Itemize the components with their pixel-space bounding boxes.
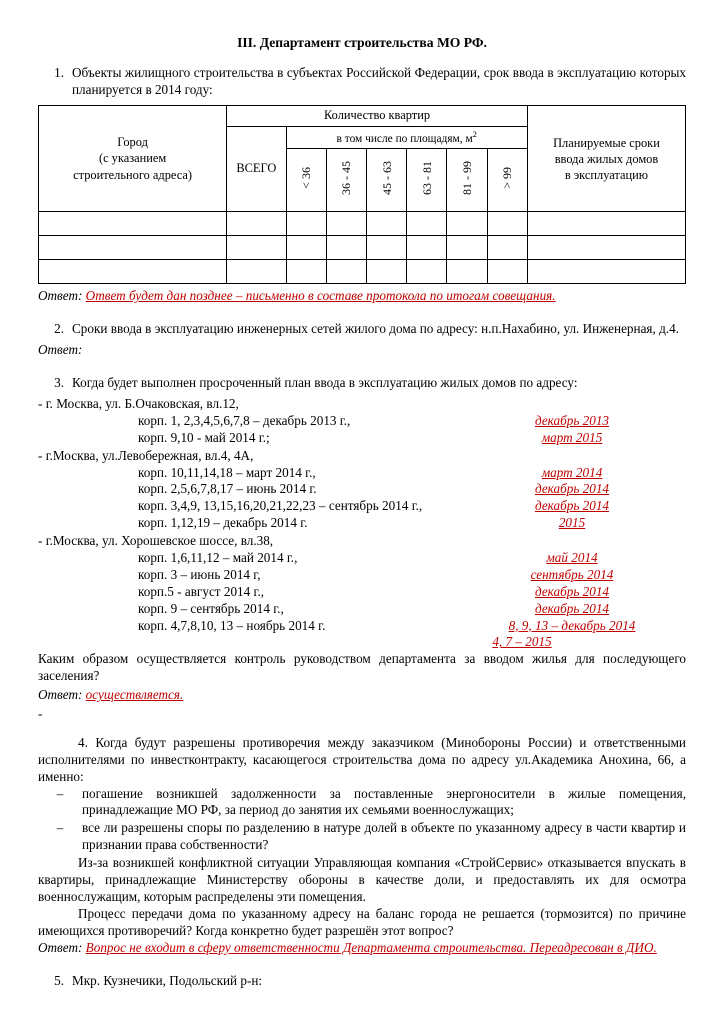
table-cell xyxy=(227,260,286,284)
area-col-label: 63 - 81 xyxy=(419,161,434,195)
page-title: III. Департамент строительства МО РФ. xyxy=(237,35,487,50)
korp-row xyxy=(38,498,686,515)
table-header-area-2 xyxy=(366,149,406,212)
area-col-label: 81 - 99 xyxy=(460,161,475,195)
table-cell xyxy=(487,236,527,260)
item-4-answer xyxy=(38,940,686,957)
table-cell xyxy=(366,260,406,284)
item-4-number: 4. xyxy=(78,734,88,750)
table-row xyxy=(39,236,686,260)
table-cell xyxy=(366,236,406,260)
korp-left: корп.5 - август 2014 г., xyxy=(138,583,265,599)
area-col-label: < 36 xyxy=(299,167,314,189)
item-3-answer-label: Ответ: xyxy=(38,687,83,703)
korp-left: корп. 4,7,8,10, 13 – ноябрь 2014 г. xyxy=(138,617,326,633)
korp-row xyxy=(38,481,686,498)
item-1-number: 1. xyxy=(54,65,64,81)
item-1-answer-label: Ответ: xyxy=(38,288,83,304)
table-cell xyxy=(407,236,447,260)
table-cell xyxy=(39,236,227,260)
table-header-row-1 xyxy=(39,106,686,127)
item-3-text: Когда будет выполнен просроченный план ввода в эксплуатацию жилых домов по адресу: xyxy=(72,375,578,391)
korp-row xyxy=(38,567,686,584)
korp-right: сентябрь 2014 xyxy=(530,566,614,582)
table-header-terms-line1: Планируемые сроки xyxy=(553,135,660,150)
table-cell xyxy=(407,212,447,236)
dash-marker: – xyxy=(56,785,64,801)
table-header-total: ВСЕГО xyxy=(227,127,286,212)
table-cell xyxy=(286,236,326,260)
table-cell xyxy=(286,260,326,284)
item-2-text: Сроки ввода в эксплуатацию инженерных сетей жилого дома по адресу: н.п.Нахабино, ул. Инженерная, д.4. xyxy=(72,321,679,337)
table-row xyxy=(39,212,686,236)
table-header-by-area-text: в том числе по площадям, м xyxy=(336,132,473,145)
table-header-area-1 xyxy=(326,149,366,212)
korp-row xyxy=(38,465,686,482)
item-4-bullet-0-text: погашение возникшей задолженности за поставленные энергоносители в жилые помещения, принадлежащие МО РФ, за период до занятия их семьями военнослужащих; xyxy=(82,785,686,818)
item-3-answer-text: осуществляется. xyxy=(85,687,184,703)
item-1-answer-text: Ответ будет дан позднее – письменно в составе протокола по итогам совещания. xyxy=(85,288,556,304)
item-2-answer-label: Ответ: xyxy=(38,342,83,358)
korp-right: декабрь 2014 xyxy=(534,481,610,497)
table-header-city-line3: строительного адреса) xyxy=(73,168,192,183)
item-1-answer xyxy=(38,288,686,305)
table-cell xyxy=(39,212,227,236)
table-cell xyxy=(366,212,406,236)
item-2-answer xyxy=(38,342,686,359)
korp-right: декабрь 2013 xyxy=(534,412,610,428)
list-item-4 xyxy=(38,735,686,786)
table-header-area-5 xyxy=(487,149,527,212)
korp-left: корп. 1,6,11,12 – май 2014 г., xyxy=(138,550,298,566)
item-4-bullet-1 xyxy=(38,820,686,854)
korp-right: март 2015 xyxy=(541,429,603,445)
korp-left: корп. 1,12,19 – декабрь 2014 г. xyxy=(138,515,308,531)
korp-left: корп. 1, 2,3,4,5,6,7,8 – декабрь 2013 г., xyxy=(138,412,351,428)
area-col-label: > 99 xyxy=(500,167,515,189)
item-4-bullet-1-text: все ли разрешены споры по разделению в натуре долей в объекте по указанному адресу в части квартир и признании права собственности? xyxy=(82,820,686,853)
korp-left: корп. 3 – июнь 2014 г, xyxy=(138,566,261,582)
table-cell xyxy=(527,212,685,236)
korp-left: корп. 10,11,14,18 – март 2014 г., xyxy=(138,464,316,480)
item-4-para-2: Процесс передачи дома по указанному адресу на баланс города не решается (тормозится) по причине имеющихся противоречий? Когда конкретно будет разрешён этот вопрос? xyxy=(38,905,686,938)
item-3-group-1-address: - г.Москва, ул.Левобережная, вл.4, 4А, xyxy=(38,447,254,463)
list-item-1 xyxy=(38,65,686,99)
table-cell xyxy=(447,260,487,284)
korp-row xyxy=(38,618,686,635)
table-header-by-area xyxy=(286,127,527,149)
item-3-group-2-address: - г.Москва, ул. Хорошевское шоссе, вл.38, xyxy=(38,533,274,549)
item-1-text: Объекты жилищного строительства в субъектах Российской Федерации, срок ввода в эксплуатацию которых планируется в 2014 году: xyxy=(72,65,686,98)
korp-left: корп. 2,5,6,7,8,17 – июнь 2014 г. xyxy=(138,481,317,497)
table-cell xyxy=(286,212,326,236)
korp-right: март 2014 xyxy=(541,464,603,480)
table-header-city-line2: (с указанием xyxy=(98,151,167,166)
korp-row xyxy=(38,550,686,567)
table-row xyxy=(39,260,686,284)
korp-left: корп. 9,10 - май 2014 г.; xyxy=(138,429,270,445)
item-2-number: 2. xyxy=(54,321,64,337)
korp-right: 2015 xyxy=(558,515,586,531)
item-4-answer-label: Ответ: xyxy=(38,939,83,955)
korp-right: декабрь 2014 xyxy=(534,583,610,599)
table-cell xyxy=(447,212,487,236)
table-header-area-4 xyxy=(447,149,487,212)
table-cell xyxy=(326,236,366,260)
table-cell xyxy=(447,236,487,260)
list-item-2 xyxy=(38,321,686,338)
table-header-quantity: Количество квартир xyxy=(227,106,528,127)
korp-row xyxy=(38,413,686,430)
table-header-area-3 xyxy=(407,149,447,212)
korp-row xyxy=(38,515,686,532)
korp-right: декабрь 2014 xyxy=(534,600,610,616)
korp-right: май 2014 xyxy=(546,550,598,566)
table-header-terms-line3: в эксплуатацию xyxy=(564,167,648,182)
table-cell xyxy=(227,236,286,260)
table-header-city xyxy=(39,106,227,212)
table-cell xyxy=(527,260,685,284)
item-3-answer xyxy=(38,687,686,704)
table-cell xyxy=(407,260,447,284)
item-3-number: 3. xyxy=(54,375,64,391)
table-cell xyxy=(487,260,527,284)
item-5-text: Мкр. Кузнечики, Подольский р-н: xyxy=(72,972,263,988)
item-4-bullet-0 xyxy=(38,786,686,820)
korp-row xyxy=(38,430,686,447)
item-4-para-1: Из-за возникшей конфликтной ситуации Управляющая компания «СтройСервис» отказывается впускать в квартиры, принадлежащие Министерству обороны в качестве доли, и предоставлять их для осмотра военнослужащим, которым распределены эти помещения. xyxy=(38,855,686,904)
korp-row xyxy=(38,601,686,618)
item-3-group-0-address: - г. Москва, ул. Б.Очаковская, вл.12, xyxy=(38,396,239,411)
list-item-5 xyxy=(38,973,686,990)
item-4-answer-text: Вопрос не входит в сферу ответственности Департамента строительства. Переадресован в ДИО. xyxy=(85,939,657,955)
item-3-dash: - xyxy=(38,706,43,722)
table-cell xyxy=(326,212,366,236)
korp-row xyxy=(38,584,686,601)
item-4-text: Когда будут разрешены противоречия между заказчиком (Минобороны России) и ответственными исполнителями по инвестконтракту, касающегося строительства дома по адресу ул.Академика Анохина, 66, а именно: xyxy=(38,734,686,784)
table-header-city-line1: Город xyxy=(117,134,148,149)
area-col-label: 45 - 63 xyxy=(379,161,394,195)
item-5-number: 5. xyxy=(54,972,64,988)
table-cell xyxy=(39,260,227,284)
dash-marker: – xyxy=(56,820,64,836)
table-cell xyxy=(326,260,366,284)
table-header-area-0 xyxy=(286,149,326,212)
housing-table xyxy=(38,105,686,284)
table-cell xyxy=(487,212,527,236)
table-cell xyxy=(527,236,685,260)
korp-right: декабрь 2014 xyxy=(534,498,610,514)
table-header-by-area-sup: 2 xyxy=(472,129,477,140)
table-cell xyxy=(227,212,286,236)
korp-left: корп. 3,4,9, 13,15,16,20,21,22,23 – сентябрь 2014 г., xyxy=(138,498,423,514)
item-3-question-tail: Каким образом осуществляется контроль руководством департамента за вводом жилья для последующего заселения? xyxy=(38,651,686,684)
list-item-3 xyxy=(38,375,686,392)
table-header-terms-line2: ввода жилых домов xyxy=(554,151,659,166)
korp-extra-right: 4, 7 – 2015 xyxy=(492,634,552,650)
area-col-label: 36 - 45 xyxy=(339,161,354,195)
korp-left: корп. 9 – сентябрь 2014 г., xyxy=(138,600,284,616)
table-header-terms xyxy=(527,106,685,212)
korp-right: 8, 9, 13 – декабрь 2014 xyxy=(508,617,636,633)
